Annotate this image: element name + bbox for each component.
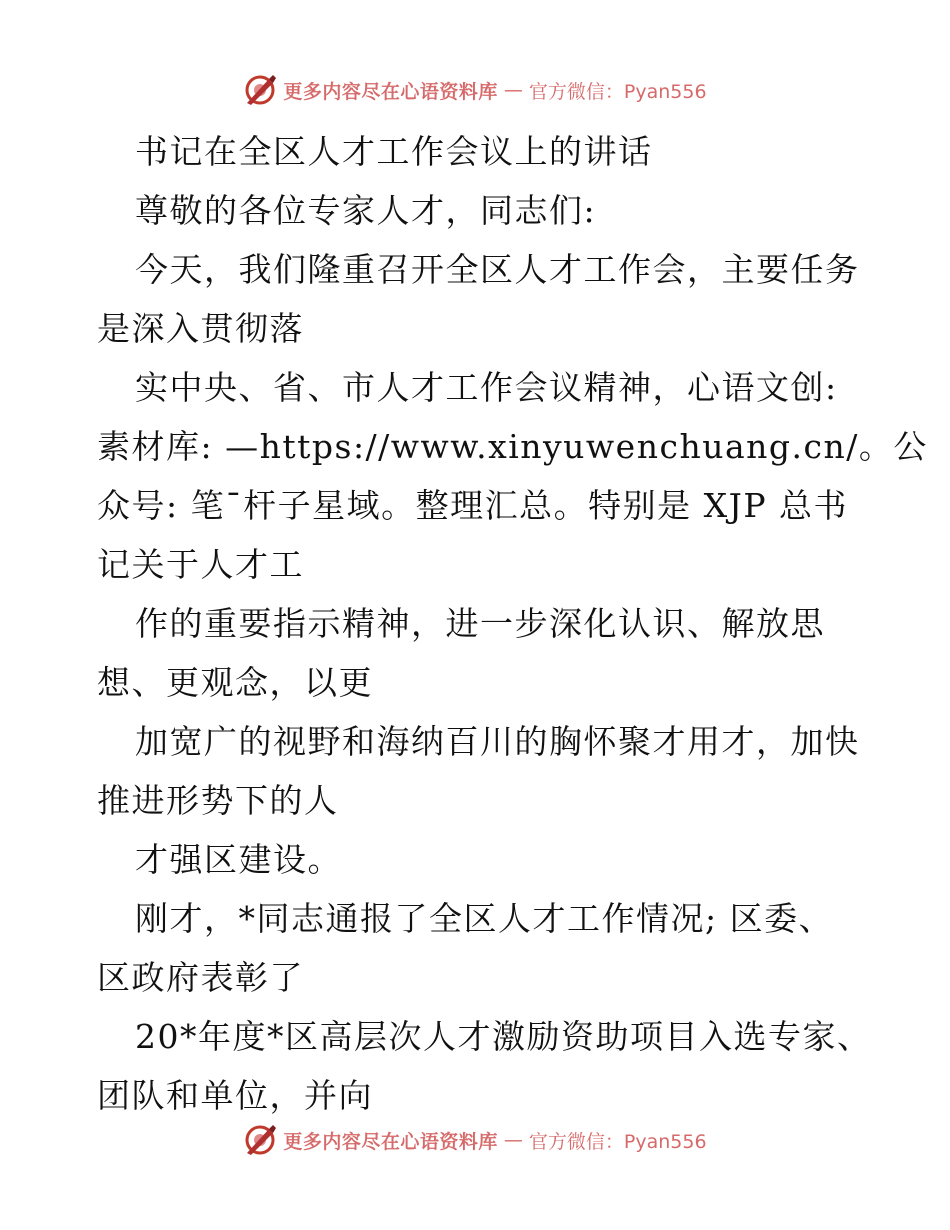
text-line: 想、更观念，以更 (97, 663, 373, 702)
text-line: 今天，我们隆重召开全区人才工作会，主要任务 (135, 250, 860, 289)
footer-banner-inner (243, 1123, 706, 1157)
footer-banner-separator: — (503, 1129, 523, 1151)
text-line: 推进形势下的人 (97, 781, 339, 820)
pen-logo-icon (243, 1123, 277, 1157)
header-banner (0, 70, 950, 110)
header-banner-inner (243, 73, 706, 107)
header-banner-text: 更多内容尽在心语资料库 (283, 80, 498, 103)
text-line: 是深入贯彻落 (97, 309, 304, 348)
footer-banner-wechat: 官方微信：Pyan556 (528, 1130, 707, 1153)
footer-banner-text: 更多内容尽在心语资料库 (283, 1130, 498, 1153)
text-line: 素材库: —https://www.xinyuwenchuang.cn/。公 (97, 427, 928, 466)
text-line: 记关于人才工 (97, 545, 304, 584)
salutation: 尊敬的各位专家人才，同志们: (135, 191, 597, 230)
text-line: 区政府表彰了 (97, 958, 304, 997)
text-line: 20*年度*区高层次人才激励资助项目入选专家、 (135, 1017, 872, 1056)
footer-banner (0, 1120, 950, 1160)
pen-logo-icon (243, 73, 277, 107)
text-line: 刚才，*同志通报了全区人才工作情况; 区委、 (135, 899, 834, 938)
text-line: 实中央、省、市人才工作会议精神，心语文创: (135, 368, 838, 407)
text-line: 加宽广的视野和海纳百川的胸怀聚才用才，加快 (135, 722, 860, 761)
header-banner-wechat: 官方微信：Pyan556 (528, 80, 707, 103)
document-title: 书记在全区人才工作会议上的讲话 (135, 132, 653, 171)
document-body (97, 122, 928, 1125)
text-line: 众号: 笔¯杆子星域。整理汇总。特别是 XJP 总书 (97, 486, 849, 525)
text-line: 团队和单位，并向 (97, 1076, 373, 1115)
text-line: 作的重要指示精神，进一步深化认识、解放思 (135, 604, 825, 643)
text-line: 才强区建设。 (135, 840, 342, 879)
header-banner-separator: — (503, 79, 523, 101)
